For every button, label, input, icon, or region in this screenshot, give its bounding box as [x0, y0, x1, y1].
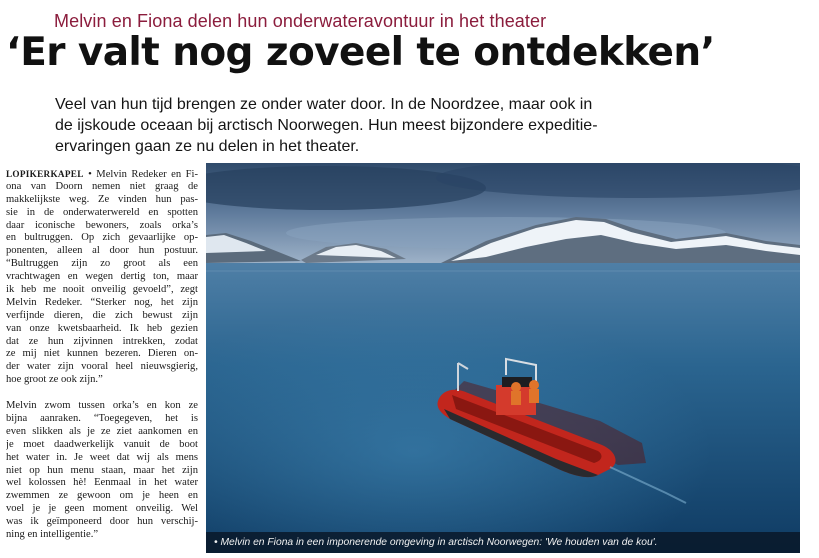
body-line: en bultruggen. Op zich gevaarlijke op- [6, 232, 198, 244]
body-line: ze mij niet kunnen bezeren. Dieren on- [6, 348, 198, 360]
body-line: dat ze hun zijvinnen intrekken, zodat [6, 335, 198, 347]
body-line: ona van Doorn nemen niet graag de [6, 180, 198, 192]
body-line: was ik geïmponeerd door hun verschij- [6, 516, 198, 528]
body-text: • Melvin Redeker en Fi- [83, 169, 198, 180]
body-line: ning en intelligentie.” [6, 529, 99, 541]
body-line: Melvin zwom tussen orka’s en kon ze [6, 400, 198, 412]
article-headline: ‘Er valt nog zoveel te ontdekken’ [6, 30, 715, 75]
body-line: hoe groot ze ook zijn.” [6, 374, 103, 386]
article-kicker: Melvin en Fiona delen hun onderwateravontuur in het theater [54, 11, 547, 31]
body-line: “Bultruggen zijn zo groot als een [6, 258, 198, 270]
body-line: even slikken als je ze ziet aankomen en [6, 425, 198, 437]
intro-line: Veel van hun tijd brengen ze onder water door. In de Noordzee, maar ook in [55, 96, 593, 113]
body-line: je moet daadwerkelijk vanuit de boot [6, 438, 198, 450]
body-line: verfijnde dieren, die zich bewust zijn [6, 309, 198, 321]
article-intro [55, 94, 615, 157]
body-line: het water in. Je weet dat wij als mens [6, 451, 198, 463]
intro-line: ervaringen gaan ze nu delen in het theater. [55, 138, 360, 155]
body-line: der water zijn vooral heel nieuwsgierig, [6, 361, 198, 373]
body-line: makkelijkste weg. Ze vinden hun pas- [6, 193, 198, 205]
body-line: sie in de onderwaterwereld en spotten [6, 206, 198, 218]
dateline: LOPIKERKAPEL [6, 169, 84, 179]
article-photo [206, 163, 800, 553]
body-line [6, 168, 198, 181]
article-body-column [6, 168, 198, 542]
body-line: vrachtwagen en wegen dertig ton, maar [6, 271, 198, 283]
arctic-boat-photo [206, 163, 800, 553]
body-line: Melvin Redeker. “Sterker nog, het zijn [6, 296, 198, 308]
body-line: voel je je geen moment onveilig. Wel [6, 503, 198, 515]
body-line: daar iconische bewoners, zoals orka’s [6, 219, 198, 231]
body-line: ponenten, alleen al door hun postuur. [6, 245, 198, 257]
body-line: niet op hun menu staan, maar het zijn [6, 464, 198, 476]
body-line: zwemmen ze gewoon om je heen en [6, 490, 198, 502]
photo-caption: • Melvin en Fiona in een imponerende omgeving in arctisch Noorwegen: 'We houden van de kou'. [206, 532, 800, 553]
intro-line: de ijskoude oceaan bij arctisch Noorwegen. Hun meest bijzondere expeditie- [55, 117, 598, 134]
paragraph-gap [6, 387, 198, 400]
body-line: wel kolossen hè! Eenmaal in het water [6, 477, 198, 489]
body-line: van onze kwetsbaarheid. Ik heb gezien [6, 322, 198, 334]
body-line: ik heb me nooit onveilig gevoeld”, zegt [6, 284, 198, 296]
body-line: bijna aanraken. “Toegegeven, het is [6, 413, 198, 425]
